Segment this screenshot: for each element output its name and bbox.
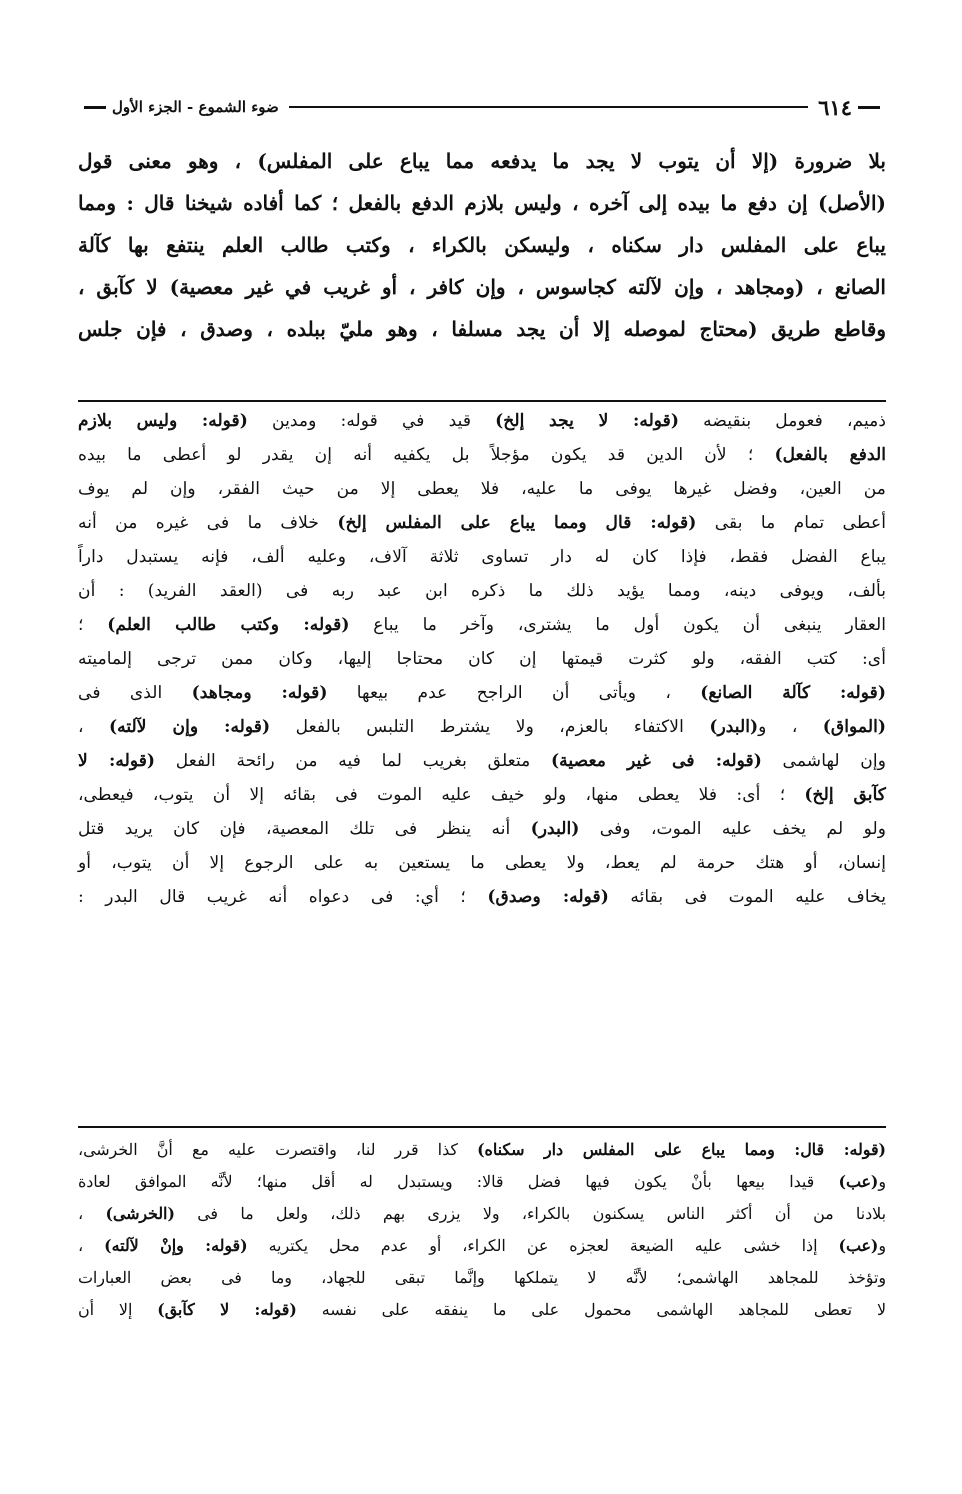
text-run: خلاف ما فى غيره من أنه <box>78 513 338 533</box>
text-run: أى: كتب الفقه، ولو كثرت قيمتها إن كان محتاجا إليها، وكان ممن ترجى إلماميته <box>78 649 886 669</box>
quoted-lemma: (البدر) <box>709 717 759 737</box>
header-rule <box>289 106 808 108</box>
main-text <box>78 140 886 392</box>
supplement-line <box>78 1230 886 1262</box>
commentary-line <box>78 506 886 540</box>
quoted-lemma: (قوله: لا يجد إلخ) <box>495 411 680 431</box>
text-run: ؛ أى: فلا يعطى منها، ولو خيف عليه الموت فى بقائه إلا أن يتوب، فيعطى، <box>78 785 805 805</box>
text-run: يباع الفضل فقط، فإذا كان له دار تساوى ثلاثة آلاف، وعليه ألف، فإنه يستبدل داراً <box>78 547 886 567</box>
text-run: بألف، ويوفى دينه، ومما يؤيد ذلك ما ذكره ابن عبد ربه فى (العقد الفريد) : أن <box>78 581 886 601</box>
text-run: ، و <box>758 717 823 737</box>
commentary-line <box>78 710 886 744</box>
quoted-lemma: (قوله: كآلة الصانع) <box>700 683 886 703</box>
quoted-lemma: الدفع بالفعل) <box>774 445 886 465</box>
quoted-lemma: (قوله: وليس بلازم <box>78 411 248 431</box>
supplement-line <box>78 1134 886 1166</box>
text-run: أعطى تمام ما بقى <box>696 513 886 533</box>
quoted-lemma: (قوله: لا <box>78 751 156 771</box>
main-text-line: (الأصل) إن دفع ما بيده إلى آخره ، وليس بلازم الدفع بالفعل ؛ كما أفاده شيخنا قال : ومما <box>78 191 886 215</box>
commentary-line <box>78 472 886 506</box>
text-run: ؛ لأن الدين قد يكون مؤجلاً بل يكفيه أنه إن يقدر لو أعطى ما بيده <box>78 445 775 465</box>
text-run: ، <box>78 1236 105 1255</box>
text-run: الذى فى <box>78 683 192 703</box>
book-title: ضوء الشموع - الجزء الأول <box>112 98 279 116</box>
main-text-line: الصانع ، (ومجاهد ، وإن لآلته كجاسوس ، وإن كافر ، أو غريب في غير معصية) لا كآبق ، <box>78 275 886 299</box>
text-run: إلا أن <box>78 1300 158 1319</box>
header-dash-left <box>84 106 106 109</box>
page-number: ٦١٤ <box>818 94 852 120</box>
text-run: وتؤخذ للمجاهد الهاشمى؛ لأنَّه لا يتملكها وإنَّما تبقى للجهاد، وما فى بعض العبارات <box>78 1268 886 1287</box>
commentary-line <box>78 642 886 676</box>
text-run: ؛ <box>78 615 108 635</box>
text-run: إنسان، أو هتك حرمة لم يعط، ولا يعطى ما يستعين به على الرجوع إلا أن يتوب، أو <box>78 853 886 873</box>
commentary-text <box>78 404 886 1118</box>
text-run: أنه ينظر فى تلك المعصية، فإن كان يريد قتل <box>78 819 531 839</box>
text-run: ، <box>78 1204 106 1223</box>
commentary-line <box>78 744 886 778</box>
text-run: الاكتفاء بالعزم، ولا يشترط التلبس بالفعل <box>270 717 710 737</box>
running-header <box>78 92 886 122</box>
text-run: كذا قرر لنا، واقتصرت عليه مع أنَّ الخرشى، <box>78 1140 478 1159</box>
quoted-lemma: (المواق) <box>822 717 886 737</box>
text-run: ؛ أي: فى دعواه أنه غريب قال البدر : <box>78 887 488 907</box>
commentary-line <box>78 880 886 914</box>
quoted-lemma: (عب) <box>838 1236 879 1255</box>
header-dash-right <box>858 106 880 109</box>
text-run: العقار ينبغى أن يكون أول ما يشترى، وآخر ما يباع <box>349 615 886 635</box>
quoted-lemma: (الخرشى) <box>105 1204 175 1223</box>
supplement-text <box>78 1134 886 1404</box>
quoted-lemma: (قوله: وإن لآلته) <box>108 717 271 737</box>
commentary-line <box>78 404 886 438</box>
text-run: يخاف عليه الموت فى بقائه <box>608 887 887 907</box>
text-run: بلادنا من أن أكثر الناس يسكنون بالكراء، ولا يزرى بهم ذلك، ولعل ما فى <box>174 1204 887 1223</box>
supplement-line <box>78 1262 886 1294</box>
text-run: من العين، وفضل غيرها يوفى ما عليه، فلا يعطى إلا من حيث الفقر، وإن لم يوف <box>78 479 886 499</box>
text-run: قيد في قوله: ومدين <box>247 411 496 431</box>
quoted-lemma: (قوله: ومجاهد) <box>191 683 328 703</box>
commentary-line <box>78 676 886 710</box>
quoted-lemma: (البدر) <box>530 819 580 839</box>
quoted-lemma: كآبق إلخ) <box>804 785 886 805</box>
quoted-lemma: (عب) <box>838 1172 879 1191</box>
text-run: و <box>878 1172 886 1191</box>
main-text-line: بلا ضرورة (إلا أن يتوب لا يجد ما يدفعه مما يباع على المفلس) ، وهو معنى قول <box>78 149 886 173</box>
text-run: ، <box>78 717 109 737</box>
quoted-lemma: (قوله: وإنْ لآلته) <box>104 1236 248 1255</box>
text-run: وإن لهاشمى <box>761 751 886 771</box>
quoted-lemma: (قوله: قال: ومما يباع على المفلس دار سكناه) <box>477 1140 886 1159</box>
supplement-line <box>78 1166 886 1198</box>
quoted-lemma: (قوله: وصدق) <box>487 887 609 907</box>
quoted-lemma: (قوله: وكتب طالب العلم) <box>107 615 350 635</box>
commentary-line <box>78 846 886 880</box>
commentary-line <box>78 608 886 642</box>
quoted-lemma: (قوله: قال ومما يباع على المفلس إلخ) <box>337 513 697 533</box>
supplement-line <box>78 1294 886 1326</box>
quoted-lemma: (قوله: لا كآبق) <box>157 1300 297 1319</box>
separator-rule <box>78 400 886 402</box>
text-run: قيدا بيعها بأنْ يكون فيها فضل قالا: ويستبدل له أقل منها؛ لأنَّه الموافق لعادة <box>78 1172 839 1191</box>
main-text-line: وقاطع طريق (محتاج لموصله إلا أن يجد مسلفا ، وهو مليّ ببلده ، وصدق ، فإن جلس <box>78 317 886 341</box>
text-run: إذا خشى عليه الضيعة لعجزه عن الكراء، أو عدم محل يكتريه <box>247 1236 839 1255</box>
commentary-line <box>78 540 886 574</box>
main-text-line: يباع على المفلس دار سكناه ، وليسكن بالكراء ، وكتب طالب العلم ينتفع بها كآلة <box>78 233 886 257</box>
commentary-line <box>78 438 886 472</box>
text-run: لا تعطى للمجاهد الهاشمى محمول على ما ينفقه على نفسه <box>296 1300 886 1319</box>
separator-rule <box>78 1126 886 1128</box>
commentary-line <box>78 778 886 812</box>
text-run: ولو لم يخف عليه الموت، وفى <box>579 819 886 839</box>
text-run: ، ويأتى أن الراجح عدم بيعها <box>327 683 701 703</box>
commentary-line <box>78 812 886 846</box>
commentary-line <box>78 574 886 608</box>
supplement-line <box>78 1198 886 1230</box>
text-run: متعلق بغريب لما فيه من رائحة الفعل <box>155 751 552 771</box>
text-run: و <box>878 1236 886 1255</box>
text-run: ذميم، فعومل بنقيضه <box>679 411 886 431</box>
quoted-lemma: (قوله: فى غير معصية) <box>551 751 762 771</box>
